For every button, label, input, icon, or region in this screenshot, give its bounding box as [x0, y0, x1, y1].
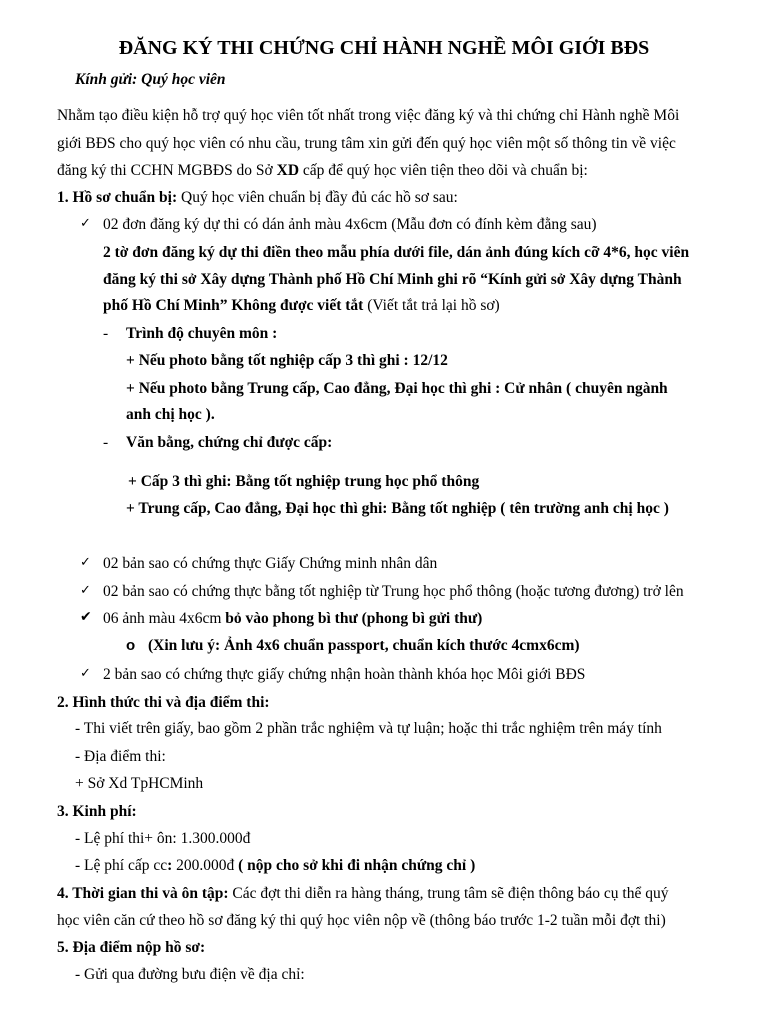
- section-2-line-2: - Địa điểm thi:: [75, 748, 166, 765]
- dash-bullet: -: [103, 434, 109, 451]
- degree-line-1: + Cấp 3 thì ghi: Bằng tốt nghiệp trung học phổ thông: [128, 473, 480, 490]
- section-3-line-2: - Lệ phí cấp cc: 200.000đ ( nộp cho sở khi đi nhận chứng chỉ ): [75, 857, 476, 874]
- section-3-line-1: - Lệ phí thi+ ôn: 1.300.000đ: [75, 830, 251, 847]
- note-line-3: phố Hồ Chí Minh” Không được viết tắt (Viết tắt trả lại hồ sơ): [103, 297, 500, 314]
- check-icon: ✓: [80, 216, 91, 231]
- page-title: ĐĂNG KÝ THI CHỨNG CHỈ HÀNH NGHỀ MÔI GIỚI BĐS: [118, 37, 650, 59]
- section-4-heading: 4. Thời gian thi và ôn tập: Các đợt thi diễn ra hàng tháng, trung tâm sẽ điện thông báo cụ thể quý: [57, 885, 669, 902]
- degree-line-2: + Trung cấp, Cao đẳng, Đại học thì ghi: Bằng tốt nghiệp ( tên trường anh chị học ): [126, 500, 669, 517]
- level-line-2: + Nếu photo bằng Trung cấp, Cao đẳng, Đại học thì ghi : Cử nhân ( chuyên ngành: [126, 380, 668, 397]
- section-3-heading: 3. Kinh phí:: [57, 803, 137, 820]
- list-item: 02 đơn đăng ký dự thi có dán ảnh màu 4x6cm (Mẫu đơn có đính kèm đằng sau): [103, 216, 597, 233]
- section-2-line-3: + Sở Xd TpHCMinh: [75, 775, 204, 792]
- level-heading: Trình độ chuyên môn :: [126, 325, 278, 342]
- check-icon: ✓: [80, 666, 91, 681]
- level-line-1: + Nếu photo bằng tốt nghiệp cấp 3 thì ghi : 12/12: [126, 352, 448, 369]
- list-item: 06 ảnh màu 4x6cm bỏ vào phong bì thư (phong bì gửi thư): [103, 610, 483, 627]
- check-icon: ✓: [80, 555, 91, 570]
- check-icon: ✓: [80, 583, 91, 598]
- list-item: 02 bản sao có chứng thực bằng tốt nghiệp từ Trung học phổ thông (hoặc tương đương) trở lên: [103, 583, 684, 600]
- circle-bullet-icon: o: [126, 637, 136, 654]
- section-5-heading: 5. Địa điểm nộp hồ sơ:: [57, 939, 206, 956]
- check-icon: ✔: [80, 609, 92, 625]
- section-2-heading: 2. Hình thức thi và địa điểm thi:: [57, 694, 270, 711]
- intro-line-3: đăng ký thi CCHN MGBĐS do Sở XD cấp để quý học viên tiện theo dõi và chuẩn bị:: [57, 162, 588, 179]
- level-line-3: anh chị học ).: [126, 406, 215, 423]
- degree-heading: Văn bằng, chứng chỉ được cấp:: [126, 434, 333, 451]
- section-2-line-1: - Thi viết trên giấy, bao gồm 2 phần trắc nghiệm và tự luận; hoặc thi trắc nghiệm trên máy tính: [75, 720, 662, 737]
- note-line-1: 2 tờ đơn đăng ký dự thi điền theo mẫu phía dưới file, dán ảnh đúng kích cỡ 4*6, học viên: [103, 244, 690, 261]
- section-5-line-1: - Gửi qua đường bưu điện về địa chỉ:: [75, 966, 305, 983]
- section-1-heading: 1. Hồ sơ chuẩn bị: Quý học viên chuẩn bị đầy đủ các hồ sơ sau:: [57, 189, 458, 206]
- intro-line-1: Nhằm tạo điều kiện hỗ trợ quý học viên tốt nhất trong việc đăng ký và thi chứng chỉ Hành nghề Môi: [57, 107, 680, 124]
- dash-bullet: -: [103, 325, 109, 342]
- intro-line-2: giới BĐS cho quý học viên có nhu cầu, trung tâm xin gửi đến quý học viên một số thông tin về việc: [57, 135, 676, 152]
- list-item: 02 bản sao có chứng thực Giấy Chứng minh nhân dân: [103, 555, 438, 572]
- note-line-2: đăng ký thi sở Xây dựng Thành phố Hồ Chí Minh ghi rõ “Kính gửi sở Xây dựng Thành: [103, 271, 682, 288]
- list-item: 2 bản sao có chứng thực giấy chứng nhận hoàn thành khóa học Môi giới BĐS: [103, 666, 586, 683]
- greeting: Kính gửi: Quý học viên: [75, 71, 226, 88]
- section-4-line-2: học viên căn cứ theo hồ sơ đăng ký thi quý học viên nộp về (thông báo trước 1-2 tuần mỗi đợt thi): [57, 912, 666, 929]
- photo-note: (Xin lưu ý: Ảnh 4x6 chuẩn passport, chuẩn kích thước 4cmx6cm): [148, 637, 580, 654]
